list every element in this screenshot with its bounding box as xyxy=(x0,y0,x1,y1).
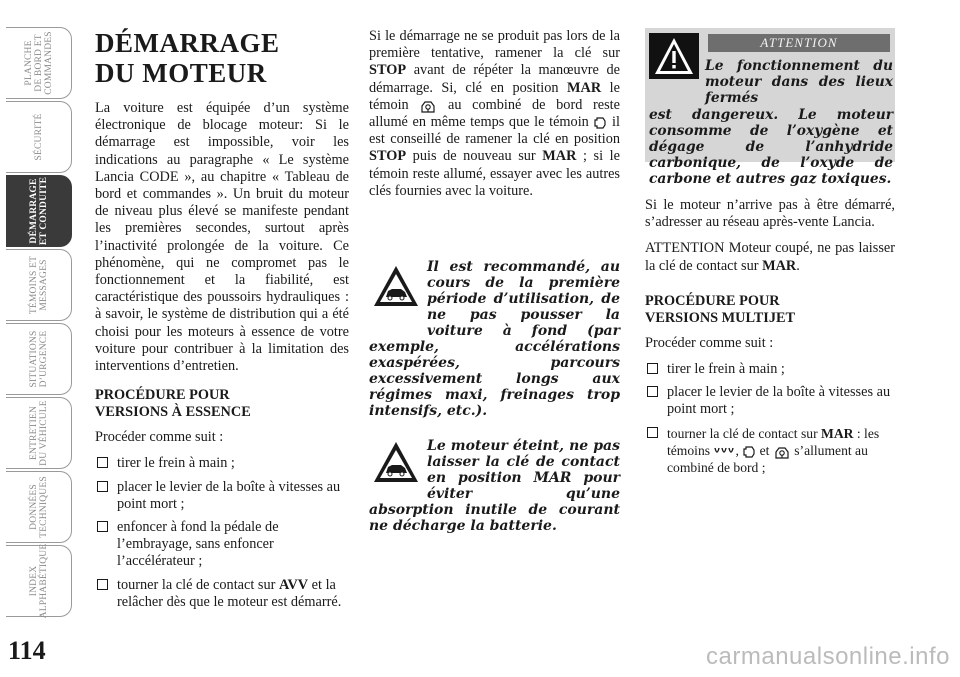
note-text: Le moteur éteint, ne pas laisser la clé de contact en position MAR pour éviter qu’une absorption inutile de courant ne décharge la batterie. xyxy=(369,438,620,534)
list-item xyxy=(95,577,349,611)
watermark: carmanualsonline.info xyxy=(706,643,950,670)
list-item xyxy=(645,384,895,418)
code-warning-light-icon xyxy=(419,99,437,113)
checkbox-bullet-icon xyxy=(97,457,108,468)
tab-situations-urgence[interactable] xyxy=(6,323,72,395)
tab-label: PLANCHE DE BORD ET COMMANDES xyxy=(23,31,54,95)
step-text: tirer le frein à main ; xyxy=(667,361,785,378)
restart-paragraph: Si le démarrage ne se produit pas lors de la première tentative, ramener la clé sur STOP avant de répéter la manœuvre de démarrage. Si, clé en position MAR le témoin au combiné de bord reste allumé en même temps que le témoin il est conseillé de ramener la clé en position STOP puis de nouveau sur MAR ; si le témoin reste allumé, essayer avec les autres clés fournies avec la voiture. xyxy=(369,28,620,199)
attention-label: ATTENTION xyxy=(708,34,890,52)
key-warning-paragraph: ATTENTION Moteur coupé, ne pas laisser la clé de contact sur MAR. xyxy=(645,240,895,274)
attention-text-first: Le fonctionnement du moteur dans des lieux fermés xyxy=(705,58,893,107)
column-3 xyxy=(645,197,895,482)
step-text: placer le levier de la boîte à vitesses au point mort ; xyxy=(117,478,341,512)
tab-label: INDEX ALPHABÉTIQUE xyxy=(28,543,49,619)
tab-temoins-messages[interactable] xyxy=(6,249,72,321)
injection-warning-light-icon xyxy=(593,116,607,130)
page-title xyxy=(95,28,349,88)
checkbox-bullet-icon xyxy=(647,427,658,438)
tab-index-alphabetique[interactable] xyxy=(6,545,72,617)
tab-donnees-techniques[interactable] xyxy=(6,471,72,543)
heading-line-1: PROCÉDURE POUR xyxy=(95,387,230,404)
tab-label: DÉMARRAGE ET CONDUITE xyxy=(28,176,49,246)
step-text: enfoncer à fond la pédale de l’embrayage, sans enfoncer l’accélérateur ; xyxy=(117,519,279,570)
key-position: AVV xyxy=(278,576,309,593)
chapter-sidebar xyxy=(0,0,80,677)
attention-text-rest: est dangereux. Le moteur consomme de l’oxygène et dégage de l’anhydride carbonique, de l’oxyde de carbone et autres gaz toxiques. xyxy=(649,106,893,188)
tab-label: SÉCURITÉ xyxy=(33,113,44,161)
checkbox-bullet-icon xyxy=(97,481,108,492)
procedure-list-essence xyxy=(95,455,349,611)
recommendation-note xyxy=(369,259,620,419)
glow-plug-light-icon xyxy=(713,446,735,458)
attention-text xyxy=(649,58,893,188)
page-number: 114 xyxy=(8,636,46,665)
step-text: tourner la clé de contact sur xyxy=(117,576,279,593)
procedure-intro: Procéder comme suit : xyxy=(95,429,224,446)
heading-line-1: PROCÉDURE POUR xyxy=(645,292,780,309)
heading-line-2: VERSIONS MULTIJET xyxy=(645,309,796,326)
procedure-intro: Procéder comme suit : xyxy=(645,334,774,351)
list-item xyxy=(95,479,349,513)
tab-label: TÉMOINS ET MESSAGES xyxy=(28,255,49,315)
checkbox-bullet-icon xyxy=(97,521,108,532)
tab-entretien-vehicule[interactable] xyxy=(6,397,72,469)
tab-label: SITUATIONS D’URGENCE xyxy=(28,330,49,388)
list-item xyxy=(645,361,895,378)
title-line-2: DU MOTEUR xyxy=(95,58,267,88)
checkbox-bullet-icon xyxy=(647,363,658,374)
aftersales-paragraph: Si le moteur n’arrive pas à être démarré, s’adresser au réseau après-vente Lancia. xyxy=(645,197,895,231)
procedure-list-multijet xyxy=(645,361,895,476)
heading-line-2: VERSIONS À ESSENCE xyxy=(95,404,251,421)
column-1 xyxy=(95,28,349,617)
intro-paragraph: La voiture est équipée d’un système électronique de blocage moteur: Si le démarrage est impossible, voir les indications au paragraphe « Le système Lancia CODE », au chapitre « Tableau de bord et commandes ». Un bruit du moteur de niveau plus élevé se manifeste pendant les premières secondes, surtout après l’inactivité prolongée de la voiture. Ce phénomène, qui ne compromet pas le fonctionnement et la fiabilité, est caractéristique des poussoirs hydrauliques : à savoir, le système de distribution qui a été choisi pour les moteurs à essence de votre voiture pour contribuer à la limitation des interventions d’entretien. xyxy=(95,100,349,375)
step-text: tirer le frein à main ; xyxy=(117,455,235,472)
section-heading-essence xyxy=(95,387,349,421)
list-item xyxy=(95,519,349,571)
step-text: placer le levier de la boîte à vitesses au point mort ; xyxy=(667,384,891,418)
injection-warning-light-icon xyxy=(742,445,756,459)
tab-planche-de-bord[interactable] xyxy=(6,27,72,99)
tab-securite[interactable] xyxy=(6,101,72,173)
title-line-1: DÉMARRAGE xyxy=(95,28,280,58)
tab-label: DONNÉES TECHNIQUES xyxy=(28,476,49,538)
battery-note xyxy=(369,438,620,534)
list-item xyxy=(95,455,349,472)
list-item: tourner la clé de contact sur MAR : les témoins , et s’allument au combiné de bord ; xyxy=(645,425,895,477)
tab-demarrage-conduite[interactable] xyxy=(6,175,72,247)
tab-label: ENTRETIEN DU VÉHICULE xyxy=(28,400,49,466)
code-warning-light-icon xyxy=(773,445,791,459)
note-text: Il est recommandé, au cours de la première période d’utilisation, de ne pas pousser la voiture à fond (par exemple, accélérations exaspérées, parcours excessivement longs aux régimes maxi, freinages trop intensifs, etc.). xyxy=(369,259,620,419)
column-2 xyxy=(369,28,620,209)
checkbox-bullet-icon xyxy=(97,579,108,590)
checkbox-bullet-icon xyxy=(647,386,658,397)
section-heading-multijet xyxy=(645,293,895,327)
step-text: et la relâcher dès que le moteur est démarré. xyxy=(117,576,342,610)
